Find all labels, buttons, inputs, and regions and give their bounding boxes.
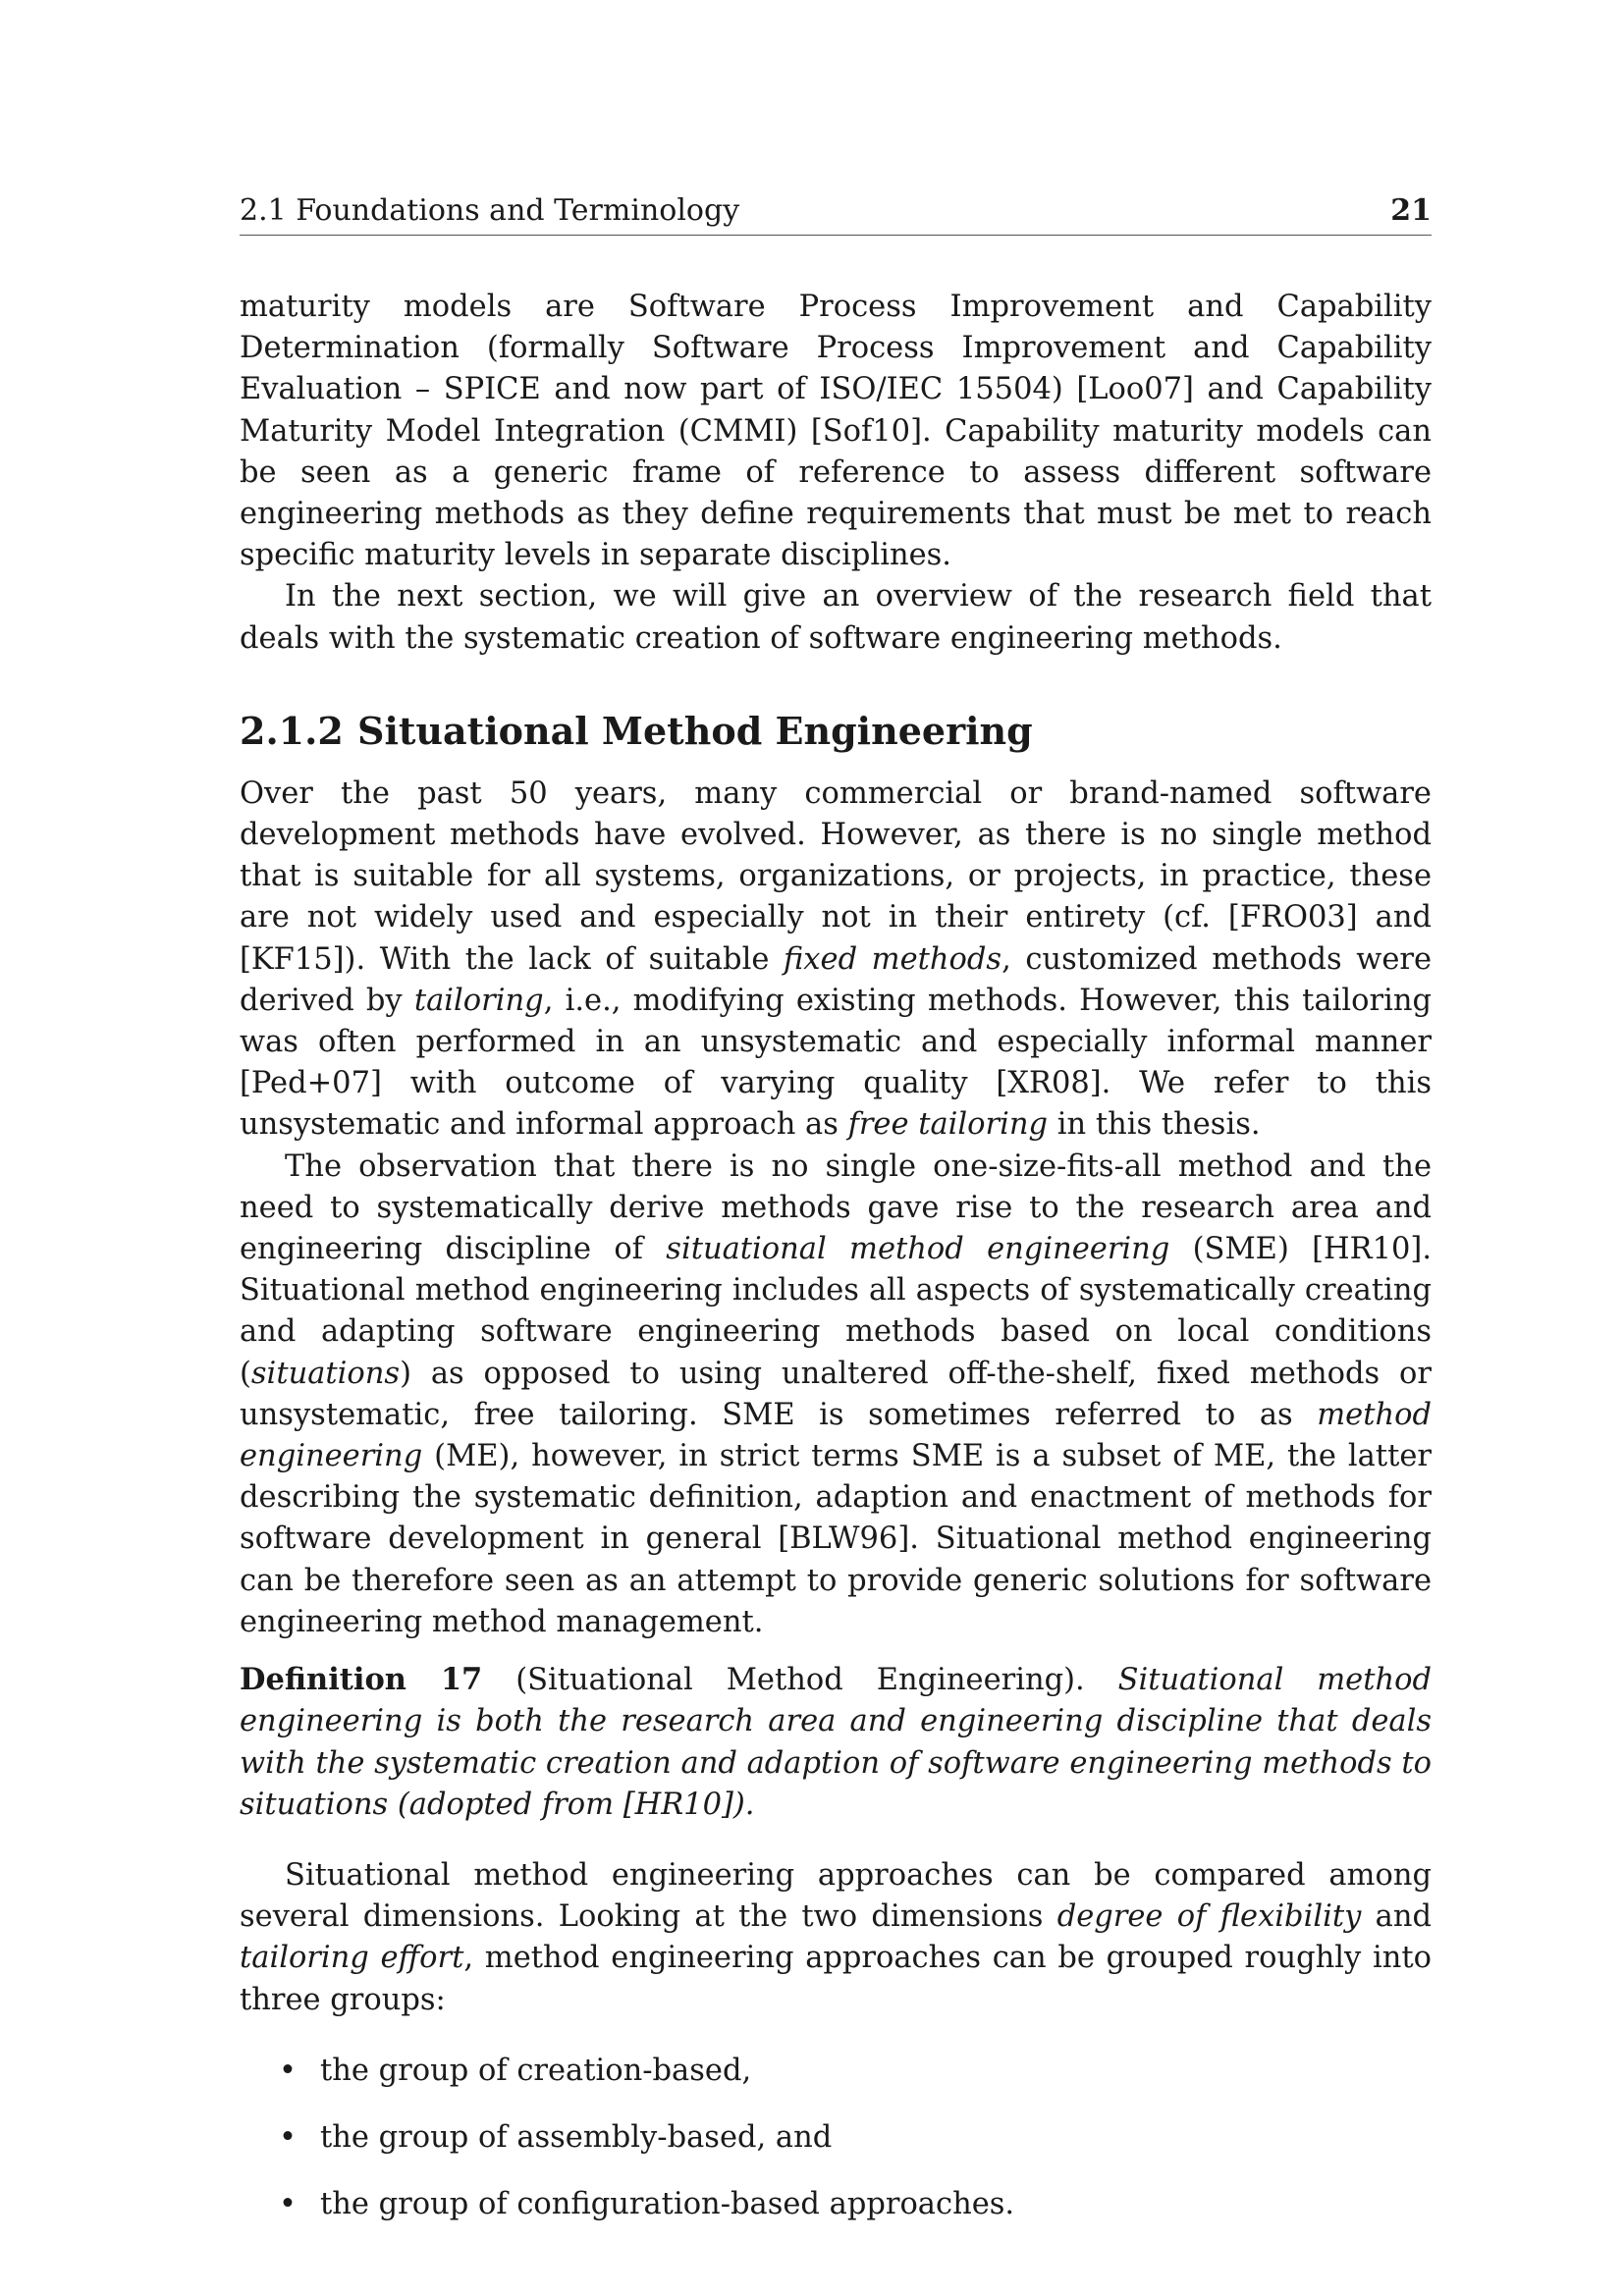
running-header bbox=[240, 191, 1432, 236]
section-number: 2.1.2 bbox=[240, 708, 344, 753]
term-tailoring-effort: tailoring effort bbox=[240, 1941, 464, 1976]
definition-name: (Situational Method Engineering). bbox=[482, 1663, 1085, 1698]
body-text bbox=[240, 287, 1432, 2225]
term-method-engineering: method engineering bbox=[240, 1397, 1432, 1474]
paragraph-2: In the next section, we will give an overview of the research field that deals with the systematic creation of software engineering methods. bbox=[240, 579, 1432, 656]
paragraph-5: Situational method engineering approaches can be compared among several dimensions. Looking at the two dimensions degree of flexibility and tailoring effort, method engineering approaches can be grouped roughly into three groups: bbox=[240, 1857, 1432, 2017]
section-title: Situational Method Engineering bbox=[357, 708, 1033, 753]
term-free-tailoring: free tailoring bbox=[847, 1107, 1049, 1143]
term-situations: situations bbox=[250, 1356, 401, 1391]
definition-17 bbox=[240, 1659, 1432, 1826]
definition-label: Definition 17 bbox=[240, 1662, 483, 1698]
paragraph-3: Over the past 50 years, many commercial or brand-named software development methods have evolved. However, as there is no single method that is suitable for all systems, organizations, or projects, in practice, these are not widely used and especially not in their entirety (cf. [FRO03] and [KF15]). With the lack of suitable fixed methods, customized methods were derived by tailoring, i.e., modifying existing methods. However, this tailoring was often performed in an unsystematic and especially informal manner [Ped+07] with outcome of varying quality [XR08]. We refer to this unsystematic and informal approach as free tailoring in this thesis. bbox=[240, 775, 1433, 1143]
header-section-title: 2.1 Foundations and Terminology bbox=[240, 193, 740, 228]
term-fixed-methods: fixed methods bbox=[783, 941, 1002, 977]
approach-groups-list bbox=[240, 2051, 1432, 2226]
term-tailoring: tailoring bbox=[413, 983, 544, 1018]
list-item: • the group of configuration-based approaches. bbox=[279, 2184, 1432, 2225]
paragraph-1: maturity models are Software Process Improvement and Capability Determination (formally Software Process Improvement and Capability Evaluation – SPICE and now part of ISO/IEC 15504) [Loo07] and Capability Maturity Model Integration (CMMI) [Sof10]. Capability maturity models can be seen as a generic frame of reference to assess different software engineering methods as they define requirements that must be met to reach specific maturity levels in separate disciplines. bbox=[240, 290, 1432, 573]
bullet-icon: • bbox=[279, 2119, 297, 2155]
bullet-icon: • bbox=[279, 2187, 297, 2222]
term-degree-of-flexibility: degree of flexibility bbox=[1056, 1899, 1362, 1935]
paragraph-4: The observation that there is no single one-size-fits-all method and the need to systematically derive methods gave rise to the research area and engineering discipline of situational method engineering (SME) [HR10]. Situational method engineering includes all aspects of systematically creating and adapting software engineering methods based on local conditions (situations) as opposed to using unaltered off-the-shelf, fixed methods or unsystematic, free tailoring. SME is sometimes referred to as method engineering (ME), however, in strict terms SME is a subset of ME, the latter describing the systematic definition, adaption and enactment of methods for software development in general [BLW96]. Situational method engineering can be therefore seen as an attempt to provide generic solutions for software engineering method management. bbox=[240, 1148, 1433, 1639]
bullet-icon: • bbox=[279, 2053, 297, 2088]
page bbox=[240, 191, 1432, 2251]
term-situational-method-engineering: situational method engineering bbox=[666, 1232, 1170, 1267]
section-heading bbox=[240, 707, 1432, 756]
definition-body: Situational method engineering is both the research area and engineering discipline that deals with the systematic creation and adaption of software engineering methods to situations (adopted from [HR10]). bbox=[240, 1663, 1433, 1822]
list-item: • the group of creation-based, bbox=[279, 2051, 1432, 2092]
page-number: 21 bbox=[1390, 193, 1432, 228]
list-item: • the group of assembly-based, and bbox=[279, 2117, 1432, 2159]
